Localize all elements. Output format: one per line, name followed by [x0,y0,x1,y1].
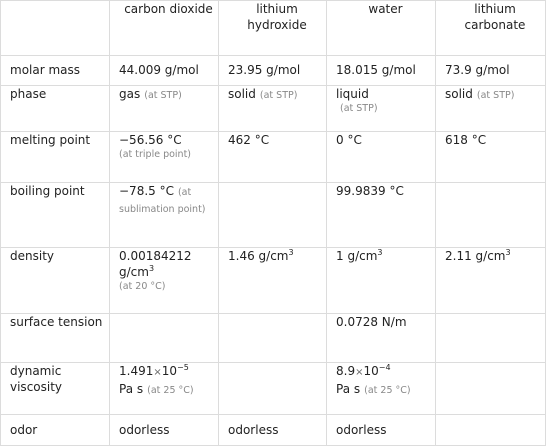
column-header-lithium-hydroxide: lithium hydroxide [219,1,327,56]
cell-water-density: 1 $g/cm^3$ [327,248,436,314]
cell-li2co3-surface-tension [436,314,546,363]
cell-water-melting-point: 0 °C [327,132,436,183]
column-header-lithium-carbonate: lithium carbonate [436,1,546,56]
row-boiling-point [1,183,546,248]
cell-co2-density [110,248,219,314]
co2-boiling-point-note: (at sublimation point) [119,187,206,215]
row-label-melting-point: melting point [1,132,110,183]
li2co3-phase-note: (at STP) [476,90,515,101]
co2-density-unit: $g/cm^3$ [119,264,155,279]
water-viscosity-value: $8.9\times 10^{-4}$ [336,363,391,378]
cell-lioh-density: 1.46 $g/cm^3$ [219,248,327,314]
row-melting-point [1,132,546,183]
cell-co2-boiling-point [110,183,219,248]
cell-co2-phase [110,86,219,132]
cell-li2co3-phase [436,86,546,132]
cell-lioh-phase [219,86,327,132]
co2-density-value: 0.00184212 [119,249,192,263]
cell-li2co3-dynamic-viscosity [436,363,546,415]
row-label-odor: odor [1,415,110,446]
cell-water-boiling-point: 99.9839 °C [327,183,436,248]
cell-lioh-boiling-point [219,183,327,248]
co2-phase-value: gas [119,87,141,101]
row-label-molar-mass: molar mass [1,56,110,86]
lioh-phase-note: (at STP) [259,90,298,101]
cell-li2co3-odor [436,415,546,446]
cell-water-odor: odorless [327,415,436,446]
corner-cell [1,1,110,56]
lioh-phase-value: solid [228,87,256,101]
row-label-surface-tension: surface tension [1,314,110,363]
co2-melting-point-value: −56.56 °C [119,133,182,147]
cell-lioh-odor: odorless [219,415,327,446]
row-molar-mass [1,56,546,86]
cell-li2co3-density: 2.11 $g/cm^3$ [436,248,546,314]
cell-water-surface-tension: 0.0728 N/m [327,314,436,363]
co2-phase-note: (at STP) [144,90,182,101]
cell-water-dynamic-viscosity [327,363,436,415]
water-phase-note: (at STP) [340,103,378,114]
cell-li2co3-melting-point: 618 °C [436,132,546,183]
cell-co2-surface-tension [110,314,219,363]
row-phase [1,86,546,132]
co2-melting-point-note: (at triple point) [119,149,192,160]
row-label-phase: phase [1,86,110,132]
cell-co2-dynamic-viscosity [110,363,219,415]
co2-boiling-point-value: −78.5 °C [119,184,174,198]
column-header-carbon-dioxide: carbon dioxide [110,1,219,56]
column-header-water: water [327,1,436,56]
cell-co2-molar-mass: 44.009 g/mol [110,56,219,86]
water-phase-value: liquid [336,87,369,101]
cell-water-molar-mass: 18.015 g/mol [327,56,436,86]
cell-lioh-melting-point: 462 °C [219,132,327,183]
cell-li2co3-molar-mass: 73.9 g/mol [436,56,546,86]
row-odor [1,415,546,446]
co2-viscosity-unit: Pa s (at 25 °C) [119,382,194,396]
row-surface-tension [1,314,546,363]
cell-li2co3-boiling-point [436,183,546,248]
li2co3-phase-value: solid [445,87,473,101]
cell-water-phase [327,86,436,132]
cell-co2-melting-point [110,132,219,183]
row-label-dynamic-viscosity: dynamic viscosity [1,363,110,415]
row-label-density: density [1,248,110,314]
co2-density-note: (at 20 °C) [119,281,166,292]
cell-lioh-dynamic-viscosity [219,363,327,415]
header-row [1,1,546,56]
cell-lioh-molar-mass: 23.95 g/mol [219,56,327,86]
co2-viscosity-value: $1.491\times 10^{-5}$ [119,363,189,378]
cell-co2-odor: odorless [110,415,219,446]
cell-lioh-surface-tension [219,314,327,363]
row-label-boiling-point: boiling point [1,183,110,248]
water-viscosity-unit: Pa s (at 25 °C) [336,382,411,396]
row-density [1,248,546,314]
row-dynamic-viscosity [1,363,546,415]
